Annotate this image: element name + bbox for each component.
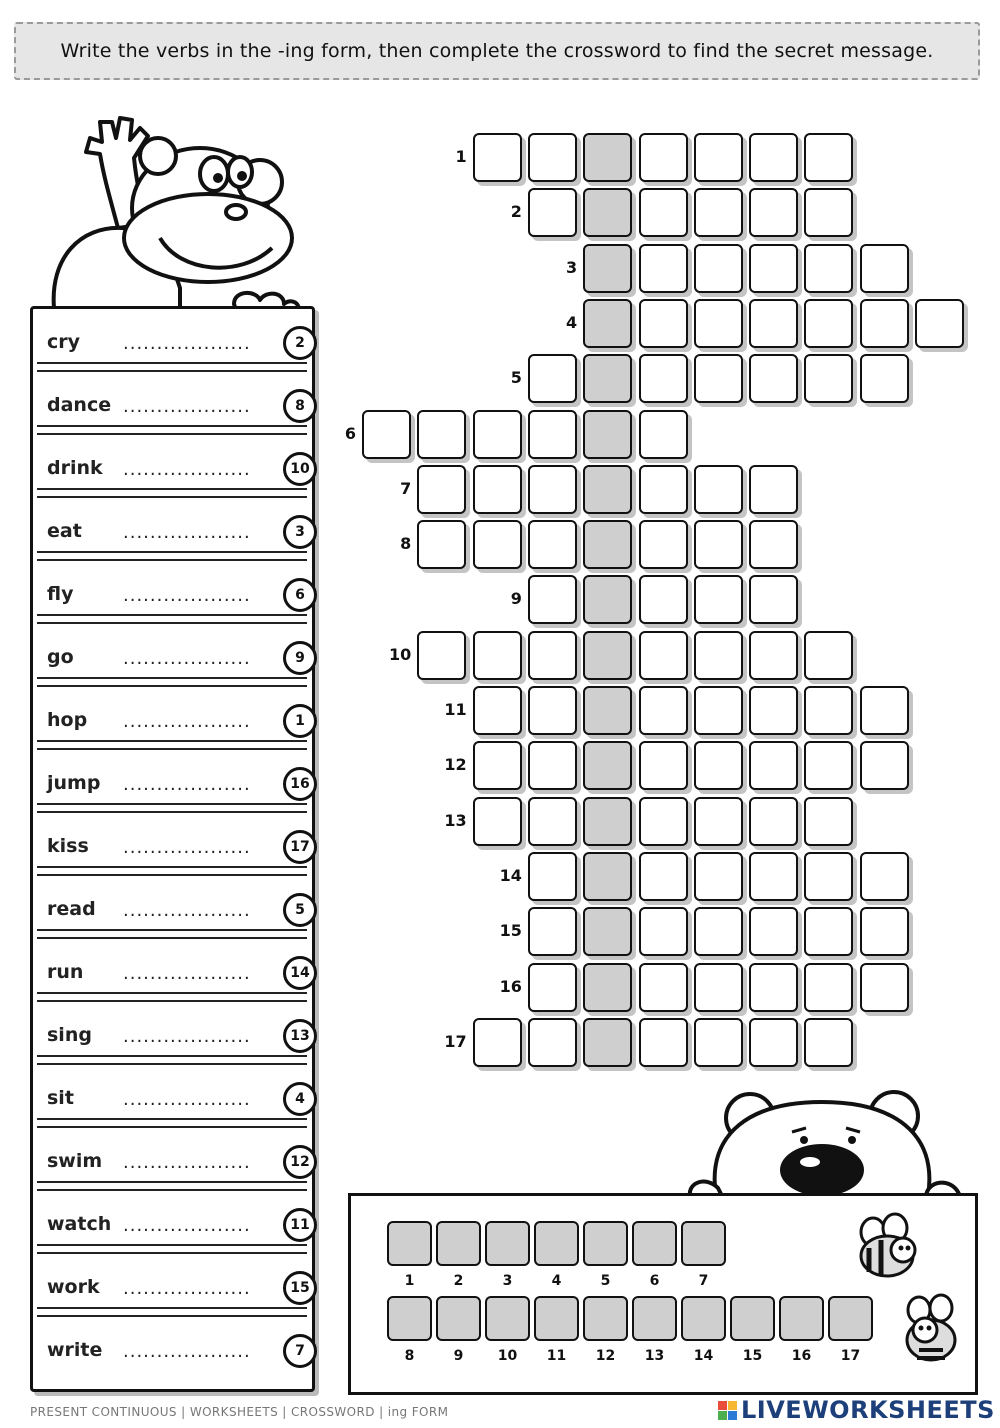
crossword-cell[interactable] — [804, 631, 853, 680]
secret-letter-box[interactable] — [779, 1296, 824, 1341]
crossword-cell[interactable] — [639, 1018, 688, 1067]
crossword-cell[interactable] — [473, 520, 522, 569]
crossword-cell[interactable] — [639, 852, 688, 901]
crossword-cell[interactable] — [749, 188, 798, 237]
crossword-clue-number: 12 — [444, 755, 467, 775]
crossword-cell[interactable] — [694, 575, 743, 624]
crossword-cell[interactable] — [639, 686, 688, 735]
crossword-key-cell[interactable] — [583, 963, 632, 1012]
verb-answer-blank[interactable]: ................... — [123, 396, 251, 417]
secret-letter-number: 6 — [649, 1273, 660, 1289]
verb-word: watch — [47, 1213, 112, 1235]
clue-number-badge: 1 — [283, 704, 317, 738]
verb-answer-blank[interactable]: ................... — [123, 1341, 251, 1362]
crossword-cell[interactable] — [639, 410, 688, 459]
secret-letter-number: 13 — [644, 1348, 665, 1364]
crossword-cell[interactable] — [528, 852, 577, 901]
crossword-cell[interactable] — [749, 1018, 798, 1067]
verb-answer-blank[interactable]: ................... — [123, 1278, 251, 1299]
secret-letter-number: 2 — [453, 1273, 464, 1289]
crossword-key-cell[interactable] — [583, 686, 632, 735]
crossword-key-cell[interactable] — [583, 1018, 632, 1067]
crossword-cell[interactable] — [749, 354, 798, 403]
crossword-cell[interactable] — [915, 299, 964, 348]
crossword-cell[interactable] — [694, 907, 743, 956]
crossword-cell[interactable] — [528, 188, 577, 237]
verb-word: dance — [47, 394, 112, 416]
crossword-cell[interactable] — [417, 410, 466, 459]
clue-number-badge: 10 — [283, 452, 317, 486]
secret-letter-box[interactable] — [534, 1296, 579, 1341]
crossword-cell[interactable] — [749, 741, 798, 790]
crossword-cell[interactable] — [694, 741, 743, 790]
verb-word: cry — [47, 331, 81, 353]
instruction-text: Write the verbs in the -ing form, then complete the crossword to find the secret message. — [60, 40, 934, 62]
verb-word: sing — [47, 1024, 92, 1046]
verb-answer-blank[interactable]: ................... — [123, 774, 251, 795]
crossword-cell[interactable] — [639, 133, 688, 182]
crossword-cell[interactable] — [639, 354, 688, 403]
verb-row — [33, 1254, 295, 1317]
crossword-cell[interactable] — [473, 797, 522, 846]
clue-number-badge: 17 — [283, 830, 317, 864]
crossword-cell[interactable] — [639, 465, 688, 514]
secret-letter-box[interactable] — [632, 1221, 677, 1266]
crossword-key-cell[interactable] — [583, 410, 632, 459]
crossword-cell[interactable] — [860, 741, 909, 790]
secret-letter-box[interactable] — [387, 1221, 432, 1266]
clue-number-badge: 14 — [283, 956, 317, 990]
crossword-cell[interactable] — [528, 354, 577, 403]
logo-squares-icon — [718, 1401, 737, 1420]
secret-letter-box[interactable] — [583, 1221, 628, 1266]
clue-number-badge: 13 — [283, 1019, 317, 1053]
bear-illustration — [682, 1092, 982, 1202]
crossword-clue-number: 13 — [444, 810, 467, 830]
secret-letter-box[interactable] — [583, 1296, 628, 1341]
verb-word: sit — [47, 1087, 74, 1109]
crossword-key-cell[interactable] — [583, 575, 632, 624]
secret-letter-number: 8 — [404, 1348, 415, 1364]
crossword-cell[interactable] — [804, 852, 853, 901]
secret-letter-number: 14 — [693, 1348, 714, 1364]
crossword-key-cell[interactable] — [583, 907, 632, 956]
crossword-cell[interactable] — [639, 963, 688, 1012]
verb-answer-blank[interactable]: ................... — [123, 837, 251, 858]
crossword-cell[interactable] — [528, 575, 577, 624]
crossword-cell[interactable] — [749, 575, 798, 624]
crossword-cell[interactable] — [860, 299, 909, 348]
crossword-clue-number: 14 — [499, 865, 522, 885]
crossword-key-cell[interactable] — [583, 299, 632, 348]
crossword-cell[interactable] — [528, 686, 577, 735]
crossword-cell[interactable] — [639, 741, 688, 790]
row-divider — [37, 1307, 307, 1317]
secret-letter-box[interactable] — [387, 1296, 432, 1341]
verb-answer-blank[interactable]: ................... — [123, 459, 251, 480]
crossword-cell[interactable] — [694, 797, 743, 846]
crossword-cell[interactable] — [694, 1018, 743, 1067]
crossword-cell[interactable] — [749, 631, 798, 680]
crossword-cell[interactable] — [860, 354, 909, 403]
crossword-cell[interactable] — [860, 852, 909, 901]
liveworksheets-logo — [718, 1396, 995, 1424]
crossword-cell[interactable] — [362, 410, 411, 459]
crossword-cell[interactable] — [804, 299, 853, 348]
crossword-cell[interactable] — [528, 520, 577, 569]
crossword-cell[interactable] — [473, 133, 522, 182]
verb-answer-blank[interactable]: ................... — [123, 522, 251, 543]
verb-word: run — [47, 961, 84, 983]
crossword-clue-number: 1 — [455, 147, 467, 166]
crossword-cell[interactable] — [639, 797, 688, 846]
verb-word: write — [47, 1339, 103, 1361]
crossword-cell[interactable] — [528, 797, 577, 846]
crossword-clue-number: 7 — [400, 478, 412, 498]
secret-letter-box[interactable] — [485, 1296, 530, 1341]
crossword-clue-number: 15 — [499, 921, 522, 941]
clue-number-badge: 7 — [283, 1334, 317, 1368]
crossword-cell[interactable] — [749, 133, 798, 182]
clue-number-badge: 5 — [283, 893, 317, 927]
crossword-cell[interactable] — [639, 299, 688, 348]
clue-number-badge: 15 — [283, 1271, 317, 1305]
verb-word: read — [47, 898, 96, 920]
crossword-cell[interactable] — [860, 686, 909, 735]
crossword-cell[interactable] — [804, 1018, 853, 1067]
crossword-cell[interactable] — [694, 354, 743, 403]
secret-letter-box[interactable] — [681, 1296, 726, 1341]
crossword-cell[interactable] — [804, 244, 853, 293]
row-divider — [37, 1118, 307, 1128]
secret-letter-number: 16 — [791, 1348, 812, 1364]
secret-letter-box[interactable] — [681, 1221, 726, 1266]
secret-letter-number: 15 — [742, 1348, 763, 1364]
verb-word: kiss — [47, 835, 89, 857]
bee-icon — [899, 1294, 967, 1366]
secret-letter-number: 10 — [497, 1348, 518, 1364]
crossword-cell[interactable] — [749, 797, 798, 846]
crossword-cell[interactable] — [804, 354, 853, 403]
crossword-cell[interactable] — [528, 907, 577, 956]
secret-letter-box[interactable] — [436, 1221, 481, 1266]
clue-number-badge: 16 — [283, 767, 317, 801]
crossword-cell[interactable] — [694, 188, 743, 237]
secret-letter-number: 4 — [551, 1273, 562, 1289]
crossword-cell[interactable] — [417, 465, 466, 514]
verb-word: go — [47, 646, 74, 668]
crossword-cell[interactable] — [639, 631, 688, 680]
crossword-cell[interactable] — [473, 1018, 522, 1067]
crossword-cell[interactable] — [749, 465, 798, 514]
crossword-cell[interactable] — [804, 686, 853, 735]
crossword-cell[interactable] — [804, 797, 853, 846]
crossword-cell[interactable] — [528, 465, 577, 514]
verb-answer-blank[interactable]: ................... — [123, 1026, 251, 1047]
crossword-clue-number: 6 — [344, 423, 356, 443]
secret-letter-number: 5 — [600, 1273, 611, 1289]
clue-number-badge: 6 — [283, 578, 317, 612]
crossword-cell[interactable] — [528, 1018, 577, 1067]
crossword-clue-number: 4 — [566, 312, 578, 332]
clue-number-badge: 11 — [283, 1208, 317, 1242]
secret-letter-number: 11 — [546, 1348, 567, 1364]
crossword-key-cell[interactable] — [583, 244, 632, 293]
crossword-key-cell[interactable] — [583, 465, 632, 514]
crossword-cell[interactable] — [417, 631, 466, 680]
crossword-cell[interactable] — [694, 133, 743, 182]
clue-number-badge: 3 — [283, 515, 317, 549]
verb-word: jump — [47, 772, 101, 794]
secret-letter-number: 17 — [840, 1348, 861, 1364]
secret-letter-box[interactable] — [828, 1296, 873, 1341]
row-divider — [37, 1181, 307, 1191]
crossword-cell[interactable] — [528, 963, 577, 1012]
crossword-cell[interactable] — [804, 907, 853, 956]
crossword-cell[interactable] — [694, 852, 743, 901]
crossword-cell[interactable] — [639, 520, 688, 569]
crossword-cell[interactable] — [804, 133, 853, 182]
footer-tags: PRESENT CONTINUOUS | WORKSHEETS | CROSSWORD | ing FORM — [30, 1405, 449, 1419]
secret-letter-box[interactable] — [730, 1296, 775, 1341]
crossword-cell[interactable] — [528, 410, 577, 459]
crossword-cell[interactable] — [473, 741, 522, 790]
crossword-cell[interactable] — [749, 963, 798, 1012]
crossword-cell[interactable] — [749, 520, 798, 569]
crossword-key-cell[interactable] — [583, 354, 632, 403]
verb-word: work — [47, 1276, 100, 1298]
crossword-clue-number: 5 — [510, 368, 522, 388]
crossword-cell[interactable] — [528, 631, 577, 680]
secret-letter-box[interactable] — [632, 1296, 677, 1341]
verb-answer-blank[interactable]: ................... — [123, 963, 251, 984]
secret-letter-number: 3 — [502, 1273, 513, 1289]
secret-letter-box[interactable] — [436, 1296, 481, 1341]
crossword-key-cell[interactable] — [583, 631, 632, 680]
crossword-cell[interactable] — [749, 686, 798, 735]
verb-answer-blank[interactable]: ................... — [123, 1152, 251, 1173]
verb-word: hop — [47, 709, 88, 731]
clue-number-badge: 12 — [283, 1145, 317, 1179]
crossword-key-cell[interactable] — [583, 852, 632, 901]
verb-word: fly — [47, 583, 74, 605]
verb-row — [33, 1128, 295, 1191]
secret-letter-number: 7 — [698, 1273, 709, 1289]
verb-answer-blank[interactable]: ................... — [123, 711, 251, 732]
row-divider — [37, 1244, 307, 1254]
logo-text: LIVEWORKSHEETS — [741, 1396, 995, 1424]
crossword-clue-number: 17 — [444, 1031, 467, 1051]
clue-number-badge: 9 — [283, 641, 317, 675]
crossword-clue-number: 3 — [566, 257, 578, 277]
crossword-cell[interactable] — [694, 465, 743, 514]
secret-letter-number: 1 — [404, 1273, 415, 1289]
crossword-cell[interactable] — [639, 244, 688, 293]
verb-row — [33, 1191, 295, 1254]
clue-number-badge: 8 — [283, 389, 317, 423]
verb-word: swim — [47, 1150, 103, 1172]
crossword-cell[interactable] — [417, 520, 466, 569]
crossword-key-cell[interactable] — [583, 188, 632, 237]
secret-message-panel — [348, 1193, 978, 1395]
crossword-cell[interactable] — [860, 907, 909, 956]
verb-answer-blank[interactable]: ................... — [123, 648, 251, 669]
crossword-cell[interactable] — [639, 907, 688, 956]
verb-answer-blank[interactable]: ................... — [123, 1215, 251, 1236]
verb-row — [33, 1317, 295, 1380]
crossword-cell[interactable] — [749, 299, 798, 348]
crossword-cell[interactable] — [528, 133, 577, 182]
crossword-cell[interactable] — [804, 741, 853, 790]
crossword-cell[interactable] — [473, 631, 522, 680]
crossword-cell[interactable] — [694, 631, 743, 680]
clue-number-badge: 4 — [283, 1082, 317, 1116]
crossword-clue-number: 10 — [389, 644, 412, 664]
verb-answer-blank[interactable]: ................... — [123, 1089, 251, 1110]
crossword-clue-number: 2 — [510, 202, 522, 222]
crossword-cell[interactable] — [694, 244, 743, 293]
crossword-cell[interactable] — [749, 852, 798, 901]
crossword-cell[interactable] — [528, 741, 577, 790]
crossword-cell[interactable] — [639, 575, 688, 624]
crossword-clue-number: 16 — [499, 976, 522, 996]
verb-word: eat — [47, 520, 82, 542]
secret-letter-number: 12 — [595, 1348, 616, 1364]
crossword-cell[interactable] — [694, 686, 743, 735]
crossword-cell[interactable] — [694, 520, 743, 569]
crossword-cell[interactable] — [639, 188, 688, 237]
verb-answer-blank[interactable]: ................... — [123, 333, 251, 354]
crossword-clue-number: 11 — [444, 700, 467, 719]
crossword-cell[interactable] — [473, 410, 522, 459]
crossword-cell[interactable] — [804, 188, 853, 237]
secret-letter-number: 9 — [453, 1348, 464, 1364]
bee-icon — [851, 1214, 921, 1284]
verb-answer-blank[interactable]: ................... — [123, 900, 251, 921]
crossword-key-cell[interactable] — [583, 741, 632, 790]
crossword-cell[interactable] — [860, 963, 909, 1012]
crossword-clue-number: 8 — [400, 534, 412, 554]
crossword-key-cell[interactable] — [583, 520, 632, 569]
verb-answer-blank[interactable]: ................... — [123, 585, 251, 606]
crossword-cell[interactable] — [804, 963, 853, 1012]
crossword-cell[interactable] — [694, 299, 743, 348]
clue-number-badge: 2 — [283, 326, 317, 360]
crossword-cell[interactable] — [473, 686, 522, 735]
crossword-cell[interactable] — [749, 907, 798, 956]
crossword-cell[interactable] — [694, 963, 743, 1012]
crossword-clue-number: 9 — [510, 589, 522, 609]
crossword-key-cell[interactable] — [583, 133, 632, 182]
verb-word: drink — [47, 457, 103, 479]
crossword-cell[interactable] — [749, 244, 798, 293]
crossword-cell[interactable] — [860, 244, 909, 293]
secret-letter-box[interactable] — [485, 1221, 530, 1266]
secret-letter-box[interactable] — [534, 1221, 579, 1266]
crossword-key-cell[interactable] — [583, 797, 632, 846]
crossword-cell[interactable] — [473, 465, 522, 514]
